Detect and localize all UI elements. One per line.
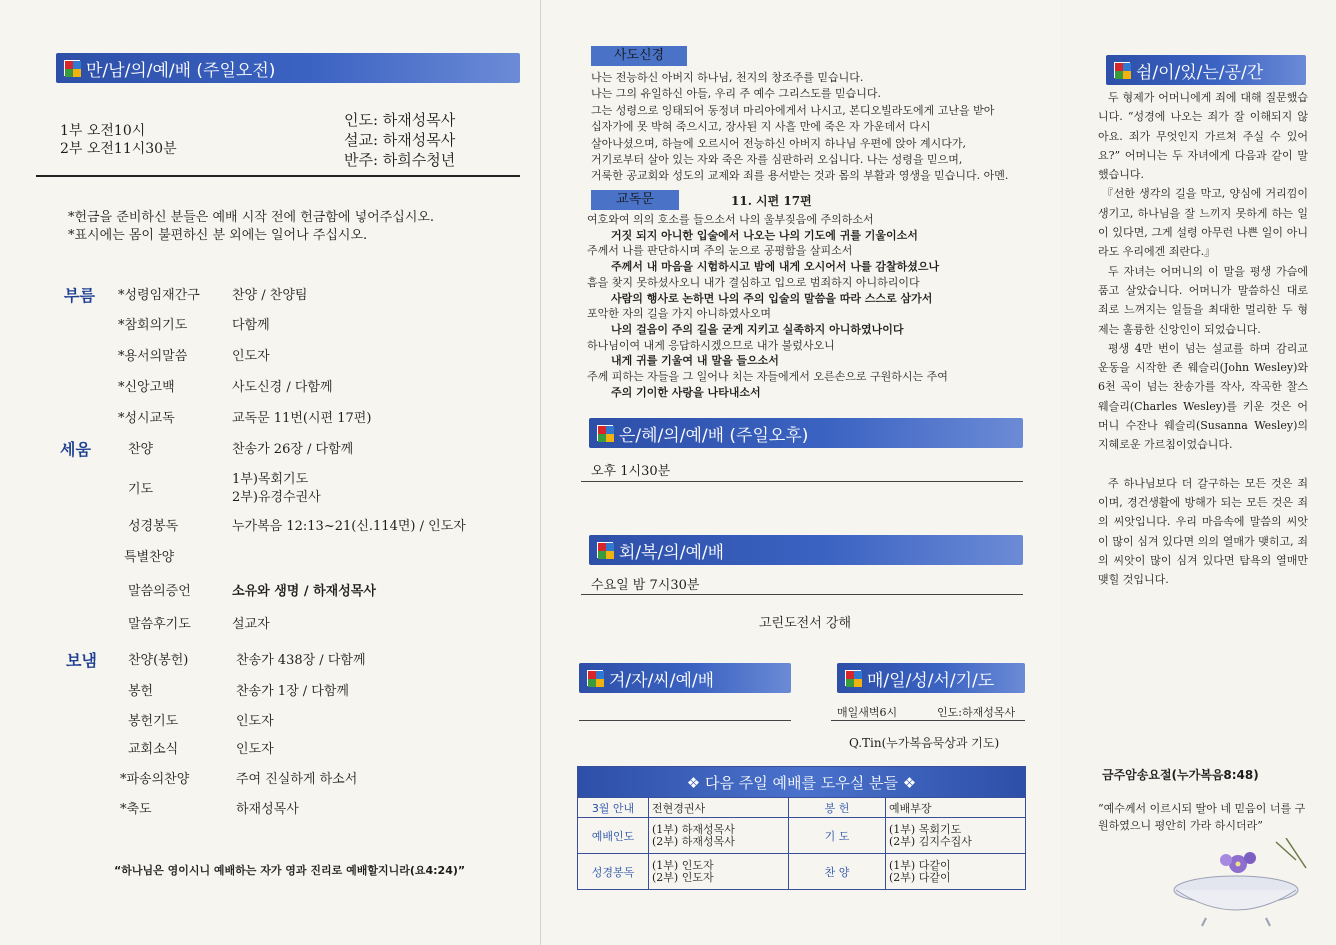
order-detail: 사도신경 / 다함께: [232, 380, 333, 395]
recovery-service-title: 회/복/의/예/배: [619, 542, 725, 563]
helpers-title: ❖ 다음 주일 예배를 도우실 분들 ❖: [578, 767, 1026, 798]
reading-line: 흠을 찾지 못하셨사오니 내가 결심하고 입으로 범죄하지 아니하리이다: [587, 275, 920, 289]
order-detail-2: 2부)유경수권사: [232, 490, 321, 505]
article-paragraph: 평생 4만 번이 넘는 설교를 하며 감리교 운동을 시작한 존 웨슬리(John Wesley)와 6천 곡이 넘는 찬송가를 작사, 작곡한 찰스 웨슬리(Charles Wesley)를 키운 것은 어머니 수잔나 웨슬리(Susanna Wesley)의 지혜로운 가르침이었습니다.: [1098, 341, 1308, 452]
role-preacher: 설교: 하재성목사: [344, 131, 456, 149]
memory-verse: “예수께서 이르시되 딸아 네 믿음이 너를 구원하였으니 평안히 가라 하시더라”: [1098, 802, 1306, 832]
helper-role: 봉 헌: [789, 798, 886, 818]
order-item: 찬양: [128, 442, 154, 457]
daily-prayer-header: [837, 663, 1025, 693]
article-paragraph: 두 자녀는 어머니의 이 말을 평생 가슴에 품고 살았습니다. 어머니가 말씀하신 대로 죄로 느껴지는 일들을 최대한 멀리한 두 형제는 훌륭한 신앙인이 되었습니다.: [1098, 264, 1308, 336]
reading-line: 주께 피하는 자들을 그 일어나 치는 자들에게서 오른손으로 구원하시는 주여: [587, 370, 948, 384]
order-detail: 찬송가 438장 / 다함께: [236, 653, 366, 668]
divider: [831, 720, 1025, 721]
reading-line: 내게 귀를 기울여 내 말을 들으소서: [611, 354, 779, 368]
creed-line: 거룩한 공교회와 성도의 교제와 죄를 용서받는 것과 몸의 부활과 영생을 믿습니다. 아멘.: [591, 169, 1009, 183]
church-logo-icon: [64, 60, 80, 76]
responsive-reading: [587, 212, 948, 400]
church-logo-icon: [845, 670, 861, 686]
helper-name: (1부) 목회기도 (2부) 김지수집사: [886, 818, 1026, 854]
note-offering: *헌금을 준비하신 분들은 예배 시작 전에 헌금함에 넣어주십시오.: [68, 210, 435, 225]
article-paragraph: 『선한 생각의 길을 막고, 양심에 거리낌이 생기고, 하나님을 잘 느끼지 못하게 하는 일이 있다면, 그게 설령 아무런 나쁜 일이 아니라도 우리에겐 죄란다.』: [1098, 187, 1308, 259]
creed-line: 그는 성령으로 잉태되어 동정녀 마리아에게서 나시고, 본디오빌라도에게 고난을 받아: [591, 103, 995, 117]
order-detail: 교독문 11번(시편 17편): [232, 411, 372, 426]
reading-line: 포악한 자의 길을 가지 아니하였사오며: [587, 307, 772, 321]
order-detail: 인도자: [232, 349, 270, 364]
daily-note: Q.Tin(누가복음묵상과 기도): [849, 736, 1000, 750]
afternoon-service-header: [589, 418, 1023, 448]
mustard-service-header: [579, 663, 791, 693]
reading-line: 거짓 되지 아니한 입술에서 나오는 나의 기도에 귀를 기울이소서: [611, 228, 918, 242]
creed-line: 살아나셨으며, 하늘에 오르시어 전능하신 아버지 하나님 우편에 앉아 계시다가,: [591, 136, 966, 150]
helper-name: 전현경권사: [649, 798, 789, 818]
order-detail: 찬양 / 찬양팀: [232, 288, 308, 303]
creed-line: 나는 전능하신 아버지 하나님, 천지의 창조주를 믿습니다.: [591, 71, 864, 84]
order-item: *축도: [120, 802, 152, 817]
order-item: *성령임재간구: [118, 288, 200, 303]
order-item: 기도: [128, 482, 154, 497]
order-item: *신앙고백: [118, 380, 175, 395]
role-accompanist: 반주: 하희수청년: [344, 151, 456, 169]
helper-role: 성경봉독: [578, 854, 649, 890]
helper-role: 찬 양: [789, 854, 886, 890]
helper-role: 3월 안내: [578, 798, 649, 818]
service-time-1: 1부 오전10시: [60, 123, 146, 139]
church-logo-icon: [587, 670, 603, 686]
reading-line: 주께서 나를 판단하시며 주의 눈으로 공평함을 살피소서: [587, 244, 853, 258]
section-building: 세움: [60, 440, 91, 459]
recovery-service-header: [589, 535, 1023, 565]
article-paragraph: 두 형제가 어머니에게 죄에 대해 질문했습니다. “성경에 나오는 죄가 잘 이해되지 않아요. 죄가 무엇인지 가르쳐 주실 수 있어요?” 어머니는 두 자녀에게 다음과 같이 말했습니다.: [1098, 91, 1308, 182]
divider: [36, 175, 520, 177]
left-page: [0, 0, 541, 945]
church-logo-icon: [597, 425, 613, 441]
note-stand: *표시에는 몸이 불편하신 분 외에는 일어나 주십시오.: [68, 228, 368, 243]
church-logo-icon: [1114, 62, 1130, 78]
order-item: 특별찬양: [124, 550, 175, 565]
order-detail: 다함께: [232, 318, 270, 333]
order-detail: 1부)목회기도: [232, 472, 309, 487]
helper-role: 기 도: [789, 818, 886, 854]
helpers-table: [577, 766, 1026, 890]
morning-service-header: [56, 53, 520, 83]
order-item: 성경봉독: [128, 519, 179, 534]
order-item: *용서의말씀: [118, 349, 188, 364]
order-detail: 인도자: [236, 714, 274, 729]
morning-service-title: 만/남/의/예/배 (주일오전): [86, 60, 276, 81]
creed-text: [591, 70, 1008, 185]
flower-bowl-illustration: [1166, 838, 1326, 928]
order-item: 봉헌: [128, 684, 154, 699]
order-detail: 설교자: [232, 617, 270, 632]
creed-line: 십자가에 못 박혀 죽으시고, 장사된 지 사흘 만에 죽은 자 가운데서 다시: [591, 120, 931, 134]
order-item: *파송의찬양: [120, 772, 190, 787]
church-logo-icon: [597, 542, 613, 558]
reading-line: 주께서 내 마음을 시험하시고 밤에 내게 오시어서 나를 감찰하셨으나: [611, 260, 940, 274]
order-item: 찬양(봉헌): [128, 653, 189, 668]
helper-name: 예배부장: [886, 798, 1026, 818]
footer-verse: “하나님은 영이시니 예배하는 자가 영과 진리로 예배할지니라(요4:24)”: [114, 864, 466, 877]
divider: [581, 594, 1023, 595]
role-leader: 인도: 하재성목사: [344, 111, 456, 129]
helper-name: (1부) 다같이 (2부) 다같이: [886, 854, 1026, 890]
reading-line: 나의 걸음이 주의 길을 굳게 지키고 실족하지 아니하였나이다: [611, 322, 904, 336]
mustard-service-title: 겨/자/씨/예/배: [609, 670, 715, 691]
divider: [581, 481, 1023, 482]
daily-leader: 인도:하재성목사: [937, 706, 1016, 719]
afternoon-service-title: 은/혜/의/예/배 (주일오후): [619, 425, 809, 446]
reading-ref: 11. 시편 17편: [731, 194, 812, 208]
order-item: 말씀의증언: [128, 584, 191, 599]
recovery-note: 고린도전서 강해: [759, 616, 852, 631]
article-paragraph: 주 하나님보다 더 갈구하는 모든 것은 죄이며, 경건생활에 방해가 되는 모든 것은 죄의 씨앗입니다. 우리 마음속에 말씀의 씨앗이 많이 심겨 있다면 의의 열매가 맺히고, 죄의 씨앗이 많이 심겨 있다면 탐욕의 열매만 맺힐 것입니다.: [1098, 476, 1308, 587]
service-time-2: 2부 오전11시30분: [60, 141, 177, 157]
section-calling: 부름: [64, 286, 95, 305]
order-detail: 소유와 생명 / 하재성목사: [232, 584, 376, 599]
order-item: 봉헌기도: [128, 714, 179, 729]
rest-space-header: [1106, 55, 1306, 85]
order-item: 교회소식: [128, 742, 179, 757]
order-item: *참회의기도: [118, 318, 188, 333]
creed-label: 사도신경: [591, 46, 687, 66]
creed-line: 나는 그의 유일하신 아들, 우리 주 예수 그리스도를 믿습니다.: [591, 87, 881, 101]
reading-line: 사람의 행사로 논하면 나의 주의 입술의 말씀을 따라 스스로 삼가서: [611, 291, 933, 305]
section-sending: 보냄: [66, 651, 97, 670]
afternoon-time: 오후 1시30분: [591, 464, 671, 479]
order-detail: 찬송가 26장 / 다함께: [232, 442, 354, 457]
reading-line: 여호와여 의의 호소를 들으소서 나의 울부짖음에 주의하소서: [587, 213, 874, 226]
reading-label: 교독문: [591, 190, 679, 210]
creed-line: 거기로부터 살아 있는 자와 죽은 자를 심판하러 오십니다. 나는 성령을 믿으며,: [591, 153, 963, 167]
order-detail: 인도자: [236, 742, 274, 757]
order-detail: 누가복음 12:13~21(신.114면) / 인도자: [232, 519, 466, 534]
reading-line: 주의 기이한 사랑을 나타내소서: [611, 385, 761, 399]
daily-time: 매일새벽6시: [837, 706, 898, 719]
order-detail: 하재성목사: [236, 802, 299, 817]
right-page: [1062, 0, 1336, 945]
order-item: 말씀후기도: [128, 617, 191, 632]
rest-space-title: 쉼/이/있/는/공/간: [1136, 62, 1264, 83]
helper-name: (1부) 인도자 (2부) 인도자: [649, 854, 789, 890]
daily-prayer-title: 매/일/성/서/기/도: [867, 670, 995, 691]
helper-role: 예배인도: [578, 818, 649, 854]
helper-name: (1부) 하재성목사 (2부) 하재성목사: [649, 818, 789, 854]
order-item: *성시교독: [118, 411, 175, 426]
divider: [579, 720, 791, 721]
reading-line: 하나님이여 내게 응답하시겠으므로 내가 불렀사오니: [587, 338, 835, 352]
recovery-time: 수요일 밤 7시30분: [591, 578, 700, 593]
order-detail: 주여 진실하게 하소서: [236, 772, 358, 787]
memory-verse-label: 금주암송요절(누가복음8:48): [1102, 768, 1259, 782]
rest-space-article: [1098, 88, 1308, 589]
order-detail: 찬송가 1장 / 다함께: [236, 684, 349, 699]
